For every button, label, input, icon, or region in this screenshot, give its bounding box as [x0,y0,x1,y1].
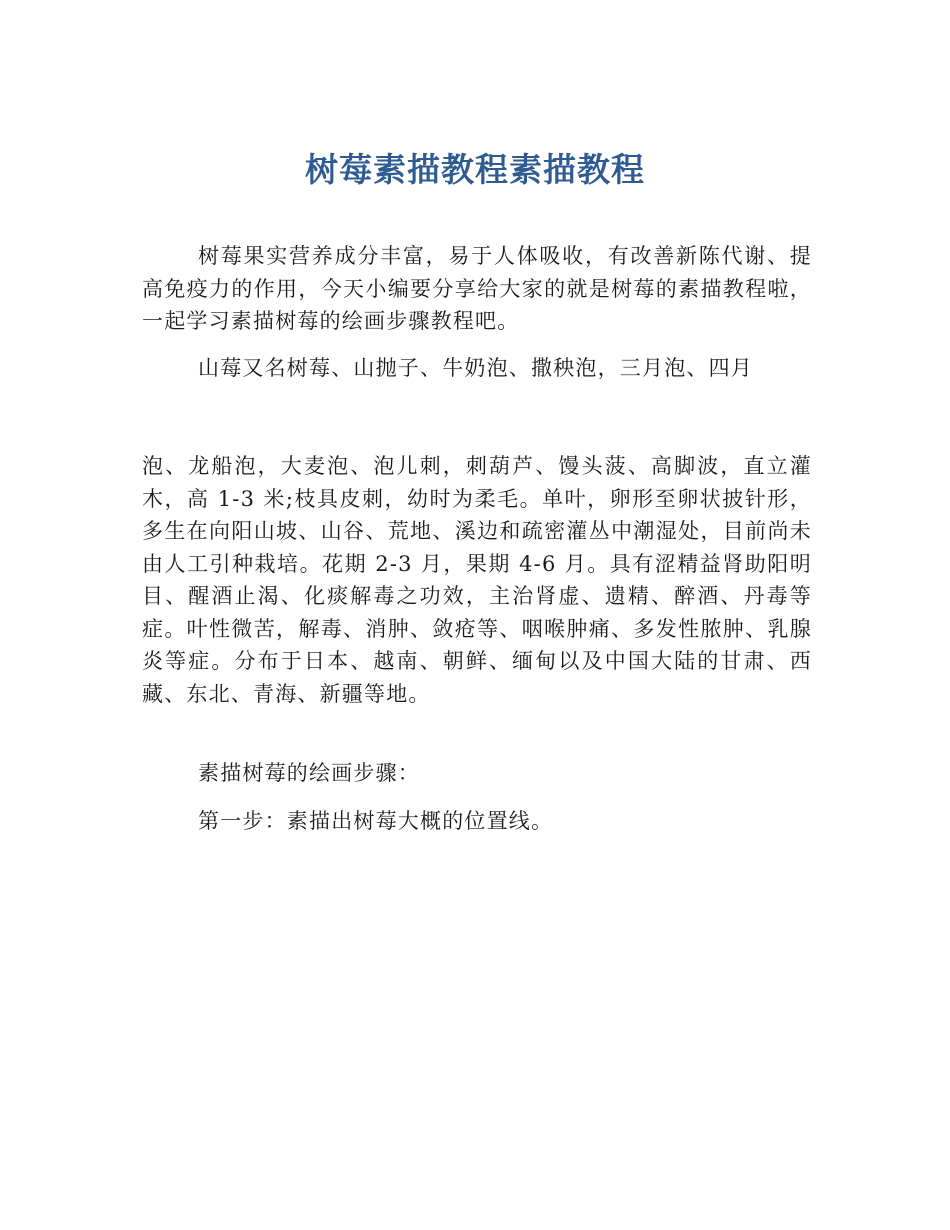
paragraph-description: 泡、龙船泡，大麦泡、泡儿刺，刺葫芦、馒头菠、高脚波，直立灌木，高 1-3 米;枝具皮刺，幼时为柔毛。单叶，卵形至卵状披针形，多生在向阳山坡、山谷、荒地、溪边和疏密灌丛中潮湿处，目前尚未由人工引种栽培。花期 2-3 月，果期 4-6 月。具有涩精益肾助阳明目、醒酒止渴、化痰解毒之功效，主治肾虚、遗精、醉酒、丹毒等症。叶性微苦，解毒、消肿、敛疮等、咽喉肿痛、多发性脓肿、乳腺炎等症。分布于日本、越南、朝鲜、缅甸以及中国大陆的甘肃、西藏、东北、青海、新疆等地。 [142,454,812,706]
paragraph-steps-heading: 素描树莓的绘画步骤： [198,761,420,785]
document-title: 树莓素描教程素描教程 [305,150,645,189]
paragraph-intro: 树莓果实营养成分丰富，易于人体吸收，有改善新陈代谢、提高免疫力的作用，今天小编要分享给大家的就是树莓的素描教程啦，一起学习素描树莓的绘画步骤教程吧。 [142,244,812,333]
paragraph-aliases: 山莓又名树莓、山抛子、牛奶泡、撒秧泡，三月泡、四月 [198,356,753,380]
paragraph-step-one: 第一步：素描出树莓大概的位置线。 [198,809,554,833]
